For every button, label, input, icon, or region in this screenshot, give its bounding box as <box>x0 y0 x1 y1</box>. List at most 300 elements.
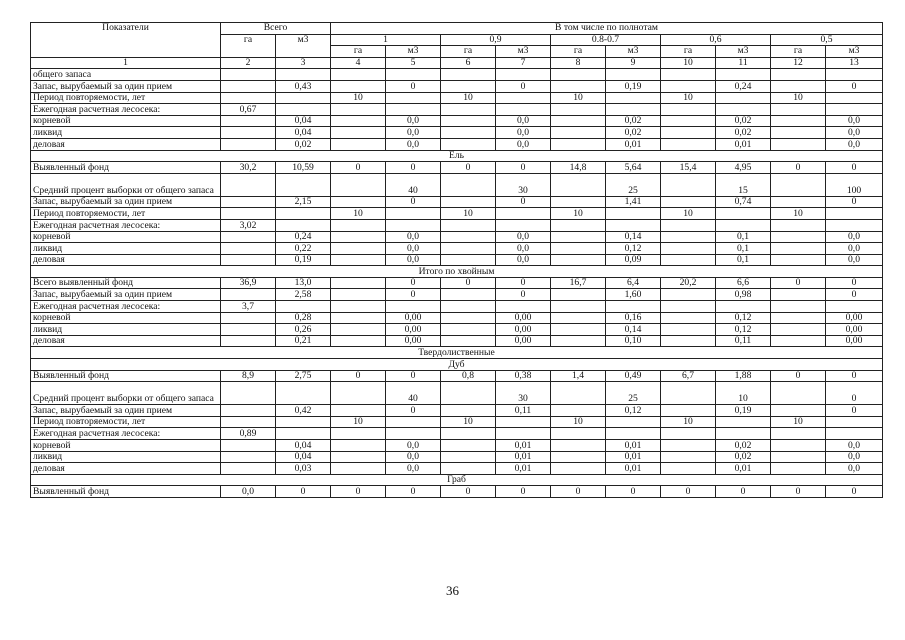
table-cell: 3,7 <box>221 301 276 313</box>
table-cell <box>441 463 496 475</box>
table-row <box>31 451 883 463</box>
table-cell <box>661 382 716 405</box>
table-cell: 10 <box>661 208 716 220</box>
table-cell <box>551 69 606 81</box>
table-cell <box>606 92 661 104</box>
table-cell: 0 <box>826 196 883 208</box>
table-cell: 0 <box>771 370 826 382</box>
table-row <box>31 463 883 475</box>
table-cell <box>661 324 716 336</box>
table-cell <box>661 428 716 440</box>
table-cell: 0,01 <box>496 451 551 463</box>
table-cell <box>826 104 883 116</box>
table-cell: 0,19 <box>276 254 331 266</box>
column-number: 6 <box>441 57 496 69</box>
table-cell: 1,41 <box>606 196 661 208</box>
table-cell: 10 <box>716 382 771 405</box>
table-cell <box>441 173 496 196</box>
table-cell: 10 <box>331 208 386 220</box>
table-cell: 14,8 <box>551 162 606 174</box>
table-cell <box>496 92 551 104</box>
row-label: Ежегодная расчетная лесосека: <box>31 301 221 313</box>
table-cell <box>661 440 716 452</box>
table-row <box>31 428 883 440</box>
table-cell <box>221 208 276 220</box>
section-row <box>31 347 883 359</box>
table-cell: 0,1 <box>716 231 771 243</box>
table-cell: 10 <box>771 92 826 104</box>
table-cell <box>386 219 441 231</box>
table-cell <box>606 208 661 220</box>
table-cell: 0,43 <box>276 80 331 92</box>
table-cell <box>386 92 441 104</box>
table-cell <box>276 69 331 81</box>
table-cell <box>771 428 826 440</box>
table-cell <box>496 219 551 231</box>
table-cell <box>276 219 331 231</box>
table-cell <box>771 231 826 243</box>
table-cell <box>606 416 661 428</box>
table-row <box>31 405 883 417</box>
table-cell <box>551 196 606 208</box>
table-cell <box>331 104 386 116</box>
table-cell <box>441 219 496 231</box>
table-cell: 0,0 <box>826 463 883 475</box>
table-cell <box>386 428 441 440</box>
row-label: Запас, вырубаемый за один прием <box>31 80 221 92</box>
table-cell: 0,38 <box>496 370 551 382</box>
table-cell: 0 <box>826 370 883 382</box>
row-label: Выявленный фонд <box>31 162 221 174</box>
table-cell: 0,42 <box>276 405 331 417</box>
row-label: ликвид <box>31 127 221 139</box>
table-cell <box>331 243 386 255</box>
table-cell <box>551 428 606 440</box>
table-cell: 10 <box>441 208 496 220</box>
table-cell: 1,60 <box>606 289 661 301</box>
table-cell: 10 <box>661 92 716 104</box>
table-cell: 0,89 <box>221 428 276 440</box>
table-cell <box>276 382 331 405</box>
table-cell: 0 <box>826 289 883 301</box>
header-unit-m3: м3 <box>826 46 883 58</box>
table-cell: 0 <box>441 162 496 174</box>
table-cell <box>221 440 276 452</box>
table-cell: 0 <box>276 486 331 498</box>
table-cell: 0,14 <box>606 324 661 336</box>
column-number: 13 <box>826 57 883 69</box>
table-cell: 0,00 <box>826 324 883 336</box>
table-cell <box>441 312 496 324</box>
table-cell <box>441 335 496 347</box>
table-cell <box>441 138 496 150</box>
row-label: деловая <box>31 463 221 475</box>
table-cell <box>331 405 386 417</box>
table-cell: 15 <box>716 173 771 196</box>
table-cell <box>551 115 606 127</box>
table-cell: 0 <box>826 80 883 92</box>
section-row <box>31 359 883 371</box>
table-cell <box>276 428 331 440</box>
row-label: Запас, вырубаемый за один прием <box>31 405 221 417</box>
column-number-row <box>31 57 883 69</box>
table-cell: 0,04 <box>276 440 331 452</box>
header-indicators: Показатели <box>31 23 221 58</box>
table-cell: 0,0 <box>826 440 883 452</box>
table-cell <box>826 428 883 440</box>
table-cell <box>441 69 496 81</box>
table-cell <box>221 335 276 347</box>
table-row <box>31 219 883 231</box>
row-label: деловая <box>31 254 221 266</box>
table-cell <box>661 69 716 81</box>
table-cell: 0,01 <box>496 440 551 452</box>
table-cell <box>826 219 883 231</box>
table-cell <box>221 382 276 405</box>
table-cell: 0,74 <box>716 196 771 208</box>
table-cell <box>606 104 661 116</box>
column-number: 4 <box>331 57 386 69</box>
table-cell <box>441 104 496 116</box>
table-cell <box>771 324 826 336</box>
table-cell <box>661 173 716 196</box>
table-cell <box>551 289 606 301</box>
table-cell <box>716 428 771 440</box>
table-cell: 0 <box>496 196 551 208</box>
table-row <box>31 277 883 289</box>
table-cell <box>661 80 716 92</box>
table-cell <box>716 69 771 81</box>
table-cell: 10 <box>551 208 606 220</box>
table-cell: 0,0 <box>826 115 883 127</box>
table-cell: 0,02 <box>276 138 331 150</box>
table-cell: 0,0 <box>496 254 551 266</box>
table-cell <box>661 335 716 347</box>
table-cell <box>276 173 331 196</box>
table-row <box>31 324 883 336</box>
table-cell <box>551 127 606 139</box>
row-label: Всего выявленный фонд <box>31 277 221 289</box>
row-label: ликвид <box>31 243 221 255</box>
table-cell <box>551 254 606 266</box>
table-cell: 0,01 <box>606 138 661 150</box>
table-cell <box>221 451 276 463</box>
row-label: Период повторяемости, лет <box>31 208 221 220</box>
table-cell: 0,19 <box>716 405 771 417</box>
table-cell: 0,0 <box>221 486 276 498</box>
column-number: 5 <box>386 57 441 69</box>
table-cell: 0,0 <box>386 243 441 255</box>
table-cell: 13,0 <box>276 277 331 289</box>
row-label: ликвид <box>31 324 221 336</box>
table-cell <box>551 219 606 231</box>
table-cell <box>221 92 276 104</box>
table-cell: 0 <box>496 162 551 174</box>
table-cell: 10 <box>331 92 386 104</box>
table-cell: 0,0 <box>386 138 441 150</box>
table-cell <box>441 451 496 463</box>
table-cell <box>716 104 771 116</box>
table-cell <box>716 301 771 313</box>
table-cell <box>331 127 386 139</box>
document-page <box>30 22 872 498</box>
row-label: Запас, вырубаемый за один прием <box>31 196 221 208</box>
table-cell: 0,00 <box>826 312 883 324</box>
table-cell <box>331 173 386 196</box>
table-cell <box>386 301 441 313</box>
table-cell <box>661 219 716 231</box>
table-cell: 36,9 <box>221 277 276 289</box>
table-cell <box>771 80 826 92</box>
table-row <box>31 382 883 405</box>
table-cell: 0,0 <box>496 115 551 127</box>
table-cell <box>496 301 551 313</box>
table-cell: 0,0 <box>496 127 551 139</box>
table-cell: 0,0 <box>386 127 441 139</box>
table-cell: 0 <box>606 486 661 498</box>
table-cell <box>771 289 826 301</box>
table-cell: 0 <box>386 370 441 382</box>
table-cell: 0,00 <box>826 335 883 347</box>
section-title: Граб <box>31 474 883 486</box>
table-cell: 25 <box>606 173 661 196</box>
table-cell <box>771 451 826 463</box>
table-cell: 10 <box>661 416 716 428</box>
row-label: Выявленный фонд <box>31 486 221 498</box>
table-row <box>31 335 883 347</box>
table-cell <box>826 208 883 220</box>
column-number: 11 <box>716 57 771 69</box>
table-cell: 0,04 <box>276 451 331 463</box>
table-cell <box>496 104 551 116</box>
table-cell: 0,0 <box>386 115 441 127</box>
table-cell <box>276 104 331 116</box>
table-cell: 0 <box>386 80 441 92</box>
table-cell <box>441 243 496 255</box>
table-row <box>31 80 883 92</box>
header-density-06: 0,6 <box>661 34 771 46</box>
page-number: 36 <box>446 583 459 598</box>
table-cell: 10 <box>771 208 826 220</box>
table-row <box>31 254 883 266</box>
row-label: корневой <box>31 231 221 243</box>
table-cell: 0,98 <box>716 289 771 301</box>
table-row <box>31 104 883 116</box>
column-number: 3 <box>276 57 331 69</box>
table-cell <box>331 254 386 266</box>
table-row <box>31 92 883 104</box>
table-cell <box>771 440 826 452</box>
table-cell: 0,11 <box>496 405 551 417</box>
row-label: корневой <box>31 440 221 452</box>
table-cell <box>771 335 826 347</box>
row-label: корневой <box>31 115 221 127</box>
table-cell <box>661 451 716 463</box>
table-cell <box>441 127 496 139</box>
table-cell <box>551 335 606 347</box>
table-cell: 0,0 <box>386 254 441 266</box>
table-cell <box>661 312 716 324</box>
section-row <box>31 150 883 162</box>
table-cell: 0,02 <box>716 115 771 127</box>
table-cell <box>551 104 606 116</box>
header-unit-m3: м3 <box>716 46 771 58</box>
table-row <box>31 162 883 174</box>
row-label: Ежегодная расчетная лесосека: <box>31 104 221 116</box>
table-cell: 0 <box>386 196 441 208</box>
table-cell <box>771 219 826 231</box>
table-row <box>31 301 883 313</box>
table-cell <box>771 312 826 324</box>
table-cell <box>661 104 716 116</box>
table-cell: 1,4 <box>551 370 606 382</box>
table-cell: 0 <box>496 277 551 289</box>
table-cell: 0,04 <box>276 115 331 127</box>
table-cell: 0,24 <box>276 231 331 243</box>
table-cell: 0,0 <box>386 231 441 243</box>
table-cell: 100 <box>826 173 883 196</box>
section-title: Ель <box>31 150 883 162</box>
table-cell: 10 <box>441 92 496 104</box>
table-row <box>31 138 883 150</box>
table-cell: 0,02 <box>716 451 771 463</box>
table-cell <box>331 301 386 313</box>
table-cell <box>661 138 716 150</box>
table-cell: 0,00 <box>386 312 441 324</box>
table-cell: 0,0 <box>826 127 883 139</box>
table-cell: 5,64 <box>606 162 661 174</box>
table-row <box>31 115 883 127</box>
table-cell <box>771 173 826 196</box>
table-row <box>31 486 883 498</box>
column-number: 1 <box>31 57 221 69</box>
column-number: 9 <box>606 57 661 69</box>
table-cell <box>441 428 496 440</box>
table-cell <box>771 405 826 417</box>
row-label: Период повторяемости, лет <box>31 92 221 104</box>
table-cell: 10 <box>551 416 606 428</box>
table-cell <box>331 324 386 336</box>
table-cell: 2,15 <box>276 196 331 208</box>
table-cell: 0,00 <box>386 335 441 347</box>
table-cell: 0,00 <box>496 324 551 336</box>
table-cell: 0,16 <box>606 312 661 324</box>
table-cell: 0,10 <box>606 335 661 347</box>
table-cell: 0 <box>331 370 386 382</box>
table-cell: 0 <box>331 162 386 174</box>
table-cell <box>606 428 661 440</box>
header-unit-ha: га <box>331 46 386 58</box>
table-cell: 0,24 <box>716 80 771 92</box>
table-cell <box>441 254 496 266</box>
table-cell <box>441 301 496 313</box>
table-cell <box>716 416 771 428</box>
table-cell <box>606 301 661 313</box>
table-cell <box>331 138 386 150</box>
table-cell: 0,8 <box>441 370 496 382</box>
table-cell <box>551 405 606 417</box>
row-label: Выявленный фонд <box>31 370 221 382</box>
table-cell: 6,7 <box>661 370 716 382</box>
table-cell <box>221 80 276 92</box>
table-cell <box>771 301 826 313</box>
table-cell: 0,01 <box>606 451 661 463</box>
table-cell: 3,02 <box>221 219 276 231</box>
header-unit-ha: га <box>771 46 826 58</box>
section-row <box>31 266 883 278</box>
table-cell <box>221 115 276 127</box>
table-cell <box>441 231 496 243</box>
section-title: Дуб <box>31 359 883 371</box>
table-cell: 0,04 <box>276 127 331 139</box>
table-cell: 0,00 <box>496 335 551 347</box>
table-cell: 30 <box>496 382 551 405</box>
table-cell <box>496 416 551 428</box>
section-title: Твердолиственные <box>31 347 883 359</box>
table-cell: 0 <box>826 382 883 405</box>
column-number: 10 <box>661 57 716 69</box>
table-cell <box>716 208 771 220</box>
table-cell <box>331 312 386 324</box>
table-cell <box>551 173 606 196</box>
table-cell: 0 <box>386 486 441 498</box>
table-cell <box>221 127 276 139</box>
table-cell <box>661 243 716 255</box>
table-cell <box>771 254 826 266</box>
header-unit-ha: га <box>551 46 606 58</box>
table-row <box>31 243 883 255</box>
table-cell: 0,09 <box>606 254 661 266</box>
header-density-08-07: 0.8-0.7 <box>551 34 661 46</box>
header-total: Всего <box>221 23 331 35</box>
table-cell: 6,6 <box>716 277 771 289</box>
table-cell: 0 <box>826 405 883 417</box>
table-cell: 16,7 <box>551 277 606 289</box>
row-label: Средний процент выборки от общего запаса <box>31 173 221 196</box>
table-cell: 0,00 <box>386 324 441 336</box>
table-cell <box>551 243 606 255</box>
table-cell: 10 <box>331 416 386 428</box>
table-cell: 0 <box>441 486 496 498</box>
table-cell: 0,0 <box>826 138 883 150</box>
table-cell: 0,28 <box>276 312 331 324</box>
row-label: корневой <box>31 312 221 324</box>
table-cell: 0,01 <box>606 440 661 452</box>
table-cell: 0,49 <box>606 370 661 382</box>
table-cell <box>276 208 331 220</box>
table-cell <box>221 231 276 243</box>
table-row <box>31 289 883 301</box>
header-unit-m3: м3 <box>386 46 441 58</box>
table-cell: 1,88 <box>716 370 771 382</box>
table-cell: 0 <box>771 277 826 289</box>
table-cell: 0 <box>771 486 826 498</box>
table-cell: 0,12 <box>716 312 771 324</box>
table-cell <box>221 243 276 255</box>
table-cell: 0,12 <box>606 243 661 255</box>
table-cell: 0 <box>496 80 551 92</box>
table-cell: 0,0 <box>496 138 551 150</box>
table-cell <box>551 440 606 452</box>
table-cell <box>441 115 496 127</box>
table-cell: 0,11 <box>716 335 771 347</box>
table-cell <box>551 463 606 475</box>
table-cell <box>661 115 716 127</box>
table-cell: 0,22 <box>276 243 331 255</box>
table-cell: 25 <box>606 382 661 405</box>
table-cell: 0 <box>496 289 551 301</box>
header-density-1: 1 <box>331 34 441 46</box>
